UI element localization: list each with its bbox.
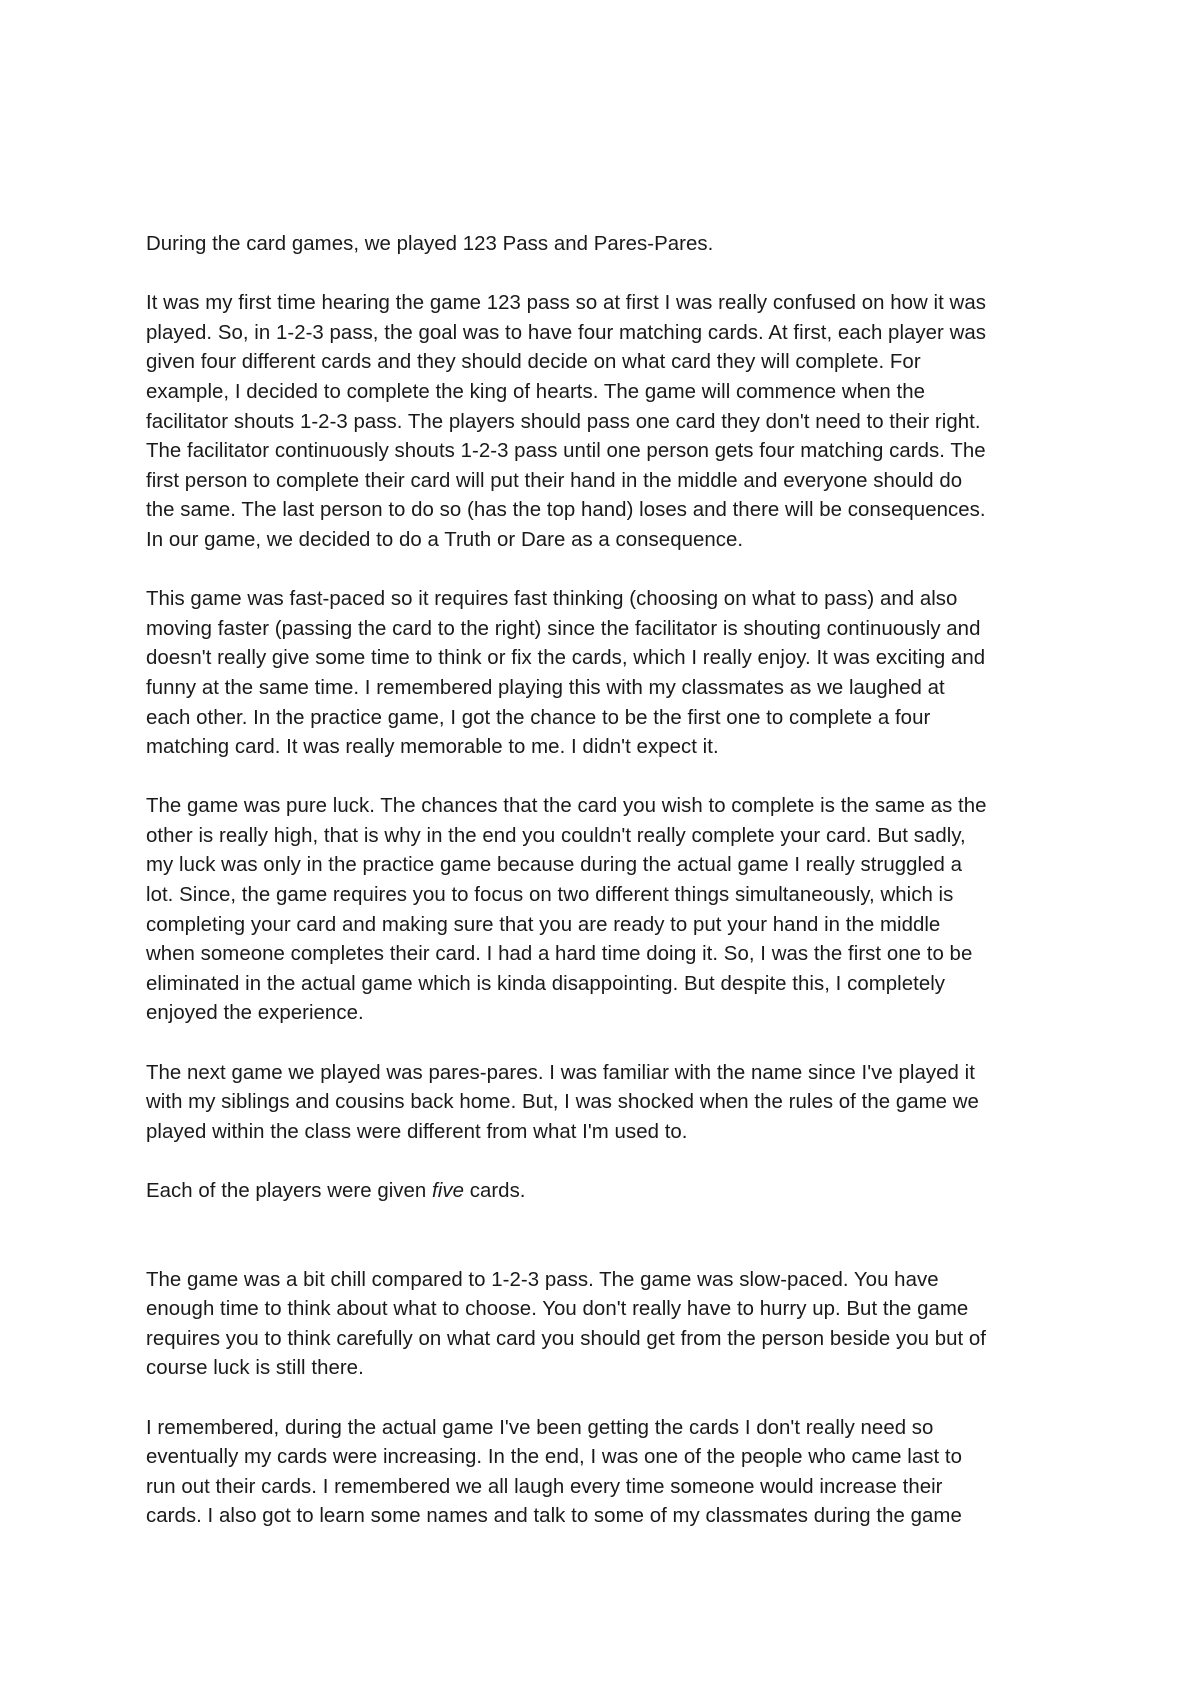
- paragraph-pares-pares-memory: [146, 1414, 1076, 1532]
- emphasized-text: five: [432, 1180, 464, 1202]
- paragraph-intro: [146, 230, 1076, 260]
- text-line: The next game we played was pares-pares. I was familiar with the name since I've played it: [146, 1061, 975, 1084]
- text-line: played within the class were different from what I'm used to.: [146, 1120, 688, 1143]
- text-line: The game was pure luck. The chances that the card you wish to complete is the same as the: [146, 795, 987, 818]
- paragraph-123-pass-rules: [146, 289, 1076, 555]
- text-line: During the card games, we played 123 Pass and Pares-Pares.: [146, 233, 714, 255]
- text-line: enough time to think about what to choose. You don't really have to hurry up. But the game: [146, 1298, 969, 1321]
- text-line: course luck is still there.: [146, 1357, 364, 1380]
- text-line: the same. The last person to do so (has the top hand) loses and there will be consequences.: [146, 499, 986, 522]
- text-line: The game was a bit chill compared to 1-2-3 pass. The game was slow-paced. You have: [146, 1268, 939, 1291]
- text-line: enjoyed the experience.: [146, 1002, 364, 1025]
- paragraph-pares-pares-pace: [146, 1266, 1076, 1384]
- text-line: when someone completes their card. I had a hard time doing it. So, I was the first one to be: [146, 943, 973, 966]
- text-segment: Each of the players were given: [146, 1180, 433, 1202]
- text-line: with my siblings and cousins back home. But, I was shocked when the rules of the game we: [146, 1091, 979, 1114]
- text-line: In our game, we decided to do a Truth or Dare as a consequence.: [146, 528, 744, 551]
- text-line: given four different cards and they should decide on what card they will complete. For: [146, 351, 921, 374]
- text-line: [146, 1177, 1076, 1207]
- paragraph-123-pass-experience: [146, 585, 1076, 763]
- text-line: completing your card and making sure that you are ready to put your hand in the middle: [146, 913, 941, 936]
- document-body: [146, 230, 1076, 1562]
- text-line: doesn't really give some time to think or fix the cards, which I really enjoy. It was exciting and: [146, 647, 986, 670]
- text-line: moving faster (passing the card to the right) since the facilitator is shouting continuously and: [146, 617, 981, 640]
- text-line: eliminated in the actual game which is kinda disappointing. But despite this, I completely: [146, 972, 946, 995]
- text-line: run out their cards. I remembered we all laugh every time someone would increase their: [146, 1475, 943, 1498]
- text-line: first person to complete their card will put their hand in the middle and everyone should do: [146, 469, 963, 492]
- text-line: The facilitator continuously shouts 1-2-3 pass until one person gets four matching cards. The: [146, 440, 986, 463]
- text-line: facilitator shouts 1-2-3 pass. The players should pass one card they don't need to their right.: [146, 410, 981, 433]
- paragraph-pares-pares-intro: [146, 1059, 1076, 1148]
- text-line: This game was fast-paced so it requires fast thinking (choosing on what to pass) and also: [146, 588, 958, 611]
- text-line: eventually my cards were increasing. In the end, I was one of the people who came last to: [146, 1446, 962, 1469]
- text-line: funny at the same time. I remembered playing this with my classmates as we laughed at: [146, 676, 945, 699]
- text-line: requires you to think carefully on what card you should get from the person beside you but of: [146, 1327, 987, 1350]
- text-line: I remembered, during the actual game I've been getting the cards I don't really need so: [146, 1416, 934, 1439]
- paragraph-123-pass-luck: [146, 792, 1076, 1029]
- text-segment: cards.: [463, 1180, 526, 1202]
- text-line: played. So, in 1-2-3 pass, the goal was to have four matching cards. At first, each player was: [146, 321, 987, 344]
- text-line: example, I decided to complete the king of hearts. The game will commence when the: [146, 380, 925, 403]
- text-line: each other. In the practice game, I got the chance to be the first one to complete a four: [146, 706, 931, 729]
- text-line: my luck was only in the practice game because during the actual game I really struggled a: [146, 854, 962, 877]
- text-line: other is really high, that is why in the end you couldn't really complete your card. But sadly,: [146, 824, 966, 847]
- text-line: It was my first time hearing the game 123 pass so at first I was really confused on how it was: [146, 292, 986, 315]
- text-line: matching card. It was really memorable to me. I didn't expect it.: [146, 736, 719, 759]
- text-line: lot. Since, the game requires you to focus on two different things simultaneously, which is: [146, 884, 954, 907]
- paragraph-five-cards: [146, 1177, 1076, 1207]
- text-line: cards. I also got to learn some names and talk to some of my classmates during the game: [146, 1505, 962, 1528]
